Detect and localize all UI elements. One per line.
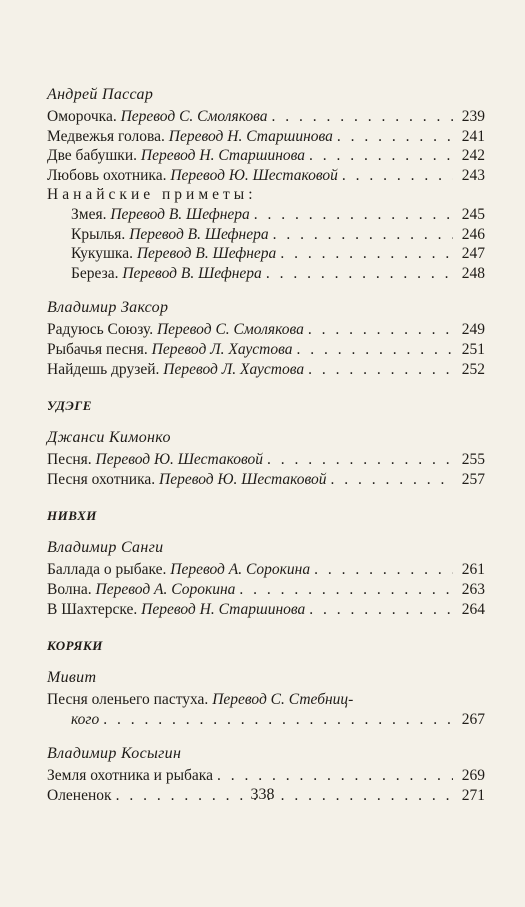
- entry-page: 243: [461, 166, 485, 184]
- toc-entry: [47, 470, 485, 490]
- entry-title: Песня.: [47, 451, 92, 469]
- toc-subentry: [47, 244, 485, 264]
- entry-translator: Перевод В. Шефнера: [122, 264, 262, 282]
- dot-leader: [266, 264, 453, 284]
- entry-title: Кукушка.: [71, 245, 133, 263]
- entry-translator: Перевод С. Стебниц-: [212, 691, 354, 709]
- entry-title: Оморочка.: [47, 108, 117, 125]
- entry-translator: Перевод Н. Старшинова: [141, 600, 306, 618]
- section-heading: НИВХИ: [47, 508, 97, 524]
- dot-leader: [308, 320, 453, 340]
- author-name: Владимир Косыгин: [47, 745, 182, 763]
- entry-title: Олененок: [47, 786, 112, 804]
- dot-leader: [314, 560, 453, 580]
- table-of-contents: [47, 84, 485, 805]
- toc-entry: [47, 127, 485, 147]
- dot-leader: [309, 146, 453, 166]
- entry-page: 239: [461, 108, 485, 125]
- entry-page: 261: [461, 561, 485, 579]
- toc-entry: [47, 360, 485, 380]
- entry-translator: Перевод В. Шефнера: [110, 205, 250, 223]
- dot-leader: [217, 766, 453, 786]
- toc-entry: [47, 560, 485, 580]
- section-heading: КОРЯКИ: [47, 638, 103, 654]
- entry-page: 271: [461, 786, 485, 804]
- toc-entry: [47, 107, 485, 127]
- entry-translator: Перевод В. Шефнера: [136, 245, 277, 263]
- toc-entry: [47, 320, 485, 340]
- entry-page: 249: [461, 321, 485, 339]
- entry-title: Береза.: [71, 264, 119, 282]
- toc-entry: [47, 766, 485, 786]
- entry-page: 248: [461, 264, 485, 282]
- author-name: Андрей Пассар: [47, 86, 154, 103]
- entry-page: 263: [461, 580, 485, 598]
- entry-page: 247: [461, 245, 485, 263]
- entry-translator: Перевод А. Сорокина: [170, 561, 311, 579]
- toc-entry: [47, 146, 485, 166]
- toc-subentry: [47, 264, 485, 284]
- author-name: Мивит: [47, 669, 97, 687]
- entry-translator: Перевод В. Шефнера: [129, 225, 269, 243]
- dot-leader: [297, 340, 454, 360]
- toc-subentry: [47, 225, 485, 245]
- entry-title: Волна.: [47, 580, 92, 598]
- group-heading: Нанайские приметы:: [47, 186, 257, 204]
- author-name: Владимир Заксор: [47, 299, 169, 317]
- dot-leader: [267, 450, 453, 470]
- page-number: 338: [250, 786, 275, 803]
- entry-page: 264: [461, 600, 485, 618]
- entry-title: Песня оленьего пастуха.: [47, 691, 209, 709]
- dot-leader: [272, 107, 454, 127]
- entry-page: 257: [461, 470, 485, 488]
- entry-page: 252: [461, 360, 485, 378]
- entry-translator: Перевод Н. Старшинова: [168, 127, 333, 145]
- dot-leader: [254, 205, 453, 225]
- entry-translator: Перевод Л. Хаустова: [151, 340, 293, 358]
- dot-leader: [331, 470, 453, 490]
- entry-translator: Перевод С. Смолякова: [120, 108, 268, 125]
- entry-title: Две бабушки.: [47, 147, 138, 165]
- entry-page: 251: [461, 340, 485, 358]
- toc-entry: [47, 710, 485, 730]
- author-name: Джанси Кимонко: [47, 429, 171, 447]
- entry-translator: Перевод Л. Хаустова: [163, 360, 305, 378]
- entry-title: Змея.: [71, 205, 107, 223]
- entry-page: 269: [461, 767, 485, 785]
- entry-translator: Перевод Ю. Шестаковой: [95, 451, 264, 469]
- dot-leader: [342, 166, 453, 186]
- entry-title: Крылья.: [71, 225, 126, 243]
- entry-page: 242: [461, 147, 485, 165]
- dot-leader: [309, 600, 453, 620]
- toc-entry: [47, 600, 485, 620]
- entry-title: Радуюсь Союзу.: [47, 321, 154, 339]
- dot-leader: [273, 225, 453, 245]
- entry-title: Баллада о рыбаке.: [47, 561, 167, 579]
- dot-leader: [337, 127, 453, 147]
- entry-page: 255: [461, 451, 485, 469]
- entry-title: В Шахтерске.: [47, 600, 138, 618]
- author-name: Владимир Санги: [47, 539, 164, 557]
- toc-entry: [47, 580, 485, 600]
- entry-translator: кого: [71, 710, 100, 728]
- entry-title: Рыбачья песня.: [47, 340, 148, 358]
- dot-leader: [103, 710, 453, 730]
- dot-leader: [239, 580, 453, 600]
- entry-translator: Перевод Ю. Шестаковой: [170, 166, 338, 184]
- entry-page: 246: [461, 225, 485, 243]
- toc-entry: [47, 340, 485, 360]
- entry-title: Медвежья голова.: [47, 127, 165, 145]
- section-heading: УДЭГЕ: [47, 398, 92, 414]
- entry-translator: Перевод А. Сорокина: [95, 580, 236, 598]
- entry-title: Найдешь друзей.: [47, 360, 160, 378]
- toc-entry: [47, 166, 485, 186]
- entry-title: Любовь охотника.: [47, 166, 167, 184]
- entry-translator: Перевод С. Смолякова: [156, 321, 304, 339]
- dot-leader: [308, 360, 453, 380]
- toc-entry: [47, 450, 485, 470]
- dot-leader: [280, 244, 453, 264]
- entry-page: 245: [461, 205, 485, 223]
- entry-translator: Перевод Н. Старшинова: [140, 147, 306, 165]
- entry-page: 241: [461, 127, 485, 145]
- entry-title: Песня охотника.: [47, 470, 156, 488]
- entry-translator: Перевод Ю. Шестаковой: [159, 470, 327, 488]
- toc-subentry: [47, 205, 485, 225]
- entry-title: Земля охотника и рыбака: [47, 767, 213, 785]
- entry-page: 267: [461, 710, 485, 728]
- toc-entry-line: [47, 690, 485, 710]
